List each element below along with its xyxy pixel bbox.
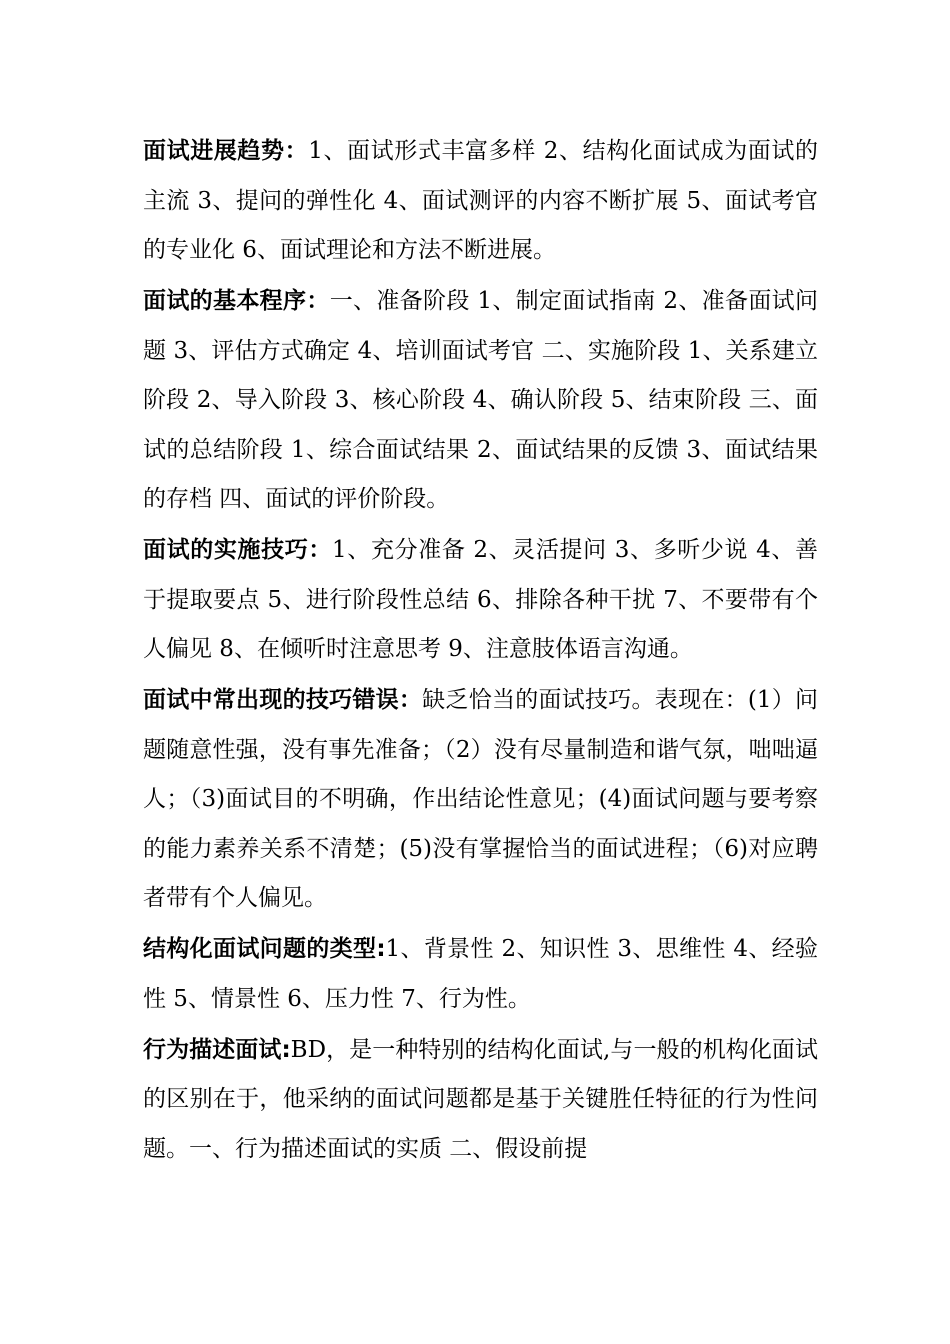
term-heading: 面试中常出现的技巧错误： (143, 687, 423, 713)
paragraph-common-mistakes (143, 676, 818, 924)
paragraph-text: 1、面试形式丰富多样 2、结构化面试成为面试的主流 3、提问的弹性化 4、面试测评的内容不断扩展 5、面试考官的专业化 6、面试理论和方法不断进展。 (143, 138, 819, 263)
paragraph-text: BD，是一种特别的结构化面试,与一般的机构化面试的区别在于，他采纳的面试问题都是基于关键胜任特征的行为性问题。一、行为描述面试的实质 二、假设前提 (143, 1036, 819, 1162)
term-heading: 面试的基本程序： (143, 288, 330, 314)
paragraph-behavioral-interview (143, 1026, 818, 1175)
paragraph-implementation-skills (143, 526, 818, 675)
term-heading: 结构化面试问题的类型: (143, 936, 386, 962)
document-page (143, 127, 818, 1176)
paragraph-text: 1、背景性 2、知识性 3、思维性 4、经验性 5、情景性 6、压力性 7、行为性。 (143, 936, 818, 1012)
paragraph-text: 1、充分准备 2、灵活提问 3、多听少说 4、善于提取要点 5、进行阶段性总结 6、排除各种干扰 7、不要带有个人偏见 8、在倾听时注意思考 9、注意肢体语言沟通。 (143, 537, 819, 662)
paragraph-text: 一、准备阶段 1、制定面试指南 2、准备面试问题 3、评估方式确定 4、培训面试考官 二、实施阶段 1、关系建立阶段 2、导入阶段 3、核心阶段 4、确认阶段 5、结束阶段 三、面试的总结阶段 1、综合面试结果 2、面试结果的反馈 3、面试结果的存档 四、面试的评价阶段。 (143, 288, 819, 512)
paragraph-basic-procedure (143, 277, 818, 525)
term-heading: 面试的实施技巧： (143, 537, 333, 563)
term-heading: 行为描述面试: (143, 1036, 291, 1063)
paragraph-question-types (143, 925, 818, 1024)
term-heading: 面试进展趋势： (143, 138, 309, 164)
paragraph-interview-trends (143, 127, 818, 276)
paragraph-text: 缺乏恰当的面试技巧。表现在：(1）问题随意性强，没有事先准备；（2）没有尽量制造和谐气氛，咄咄逼人；（3)面试目的不明确，作出结论性意见；(4)面试问题与要考察的能力素养关系不清楚；(5)没有掌握恰当的面试进程；（6)对应聘者带有个人偏见。 (143, 687, 819, 911)
